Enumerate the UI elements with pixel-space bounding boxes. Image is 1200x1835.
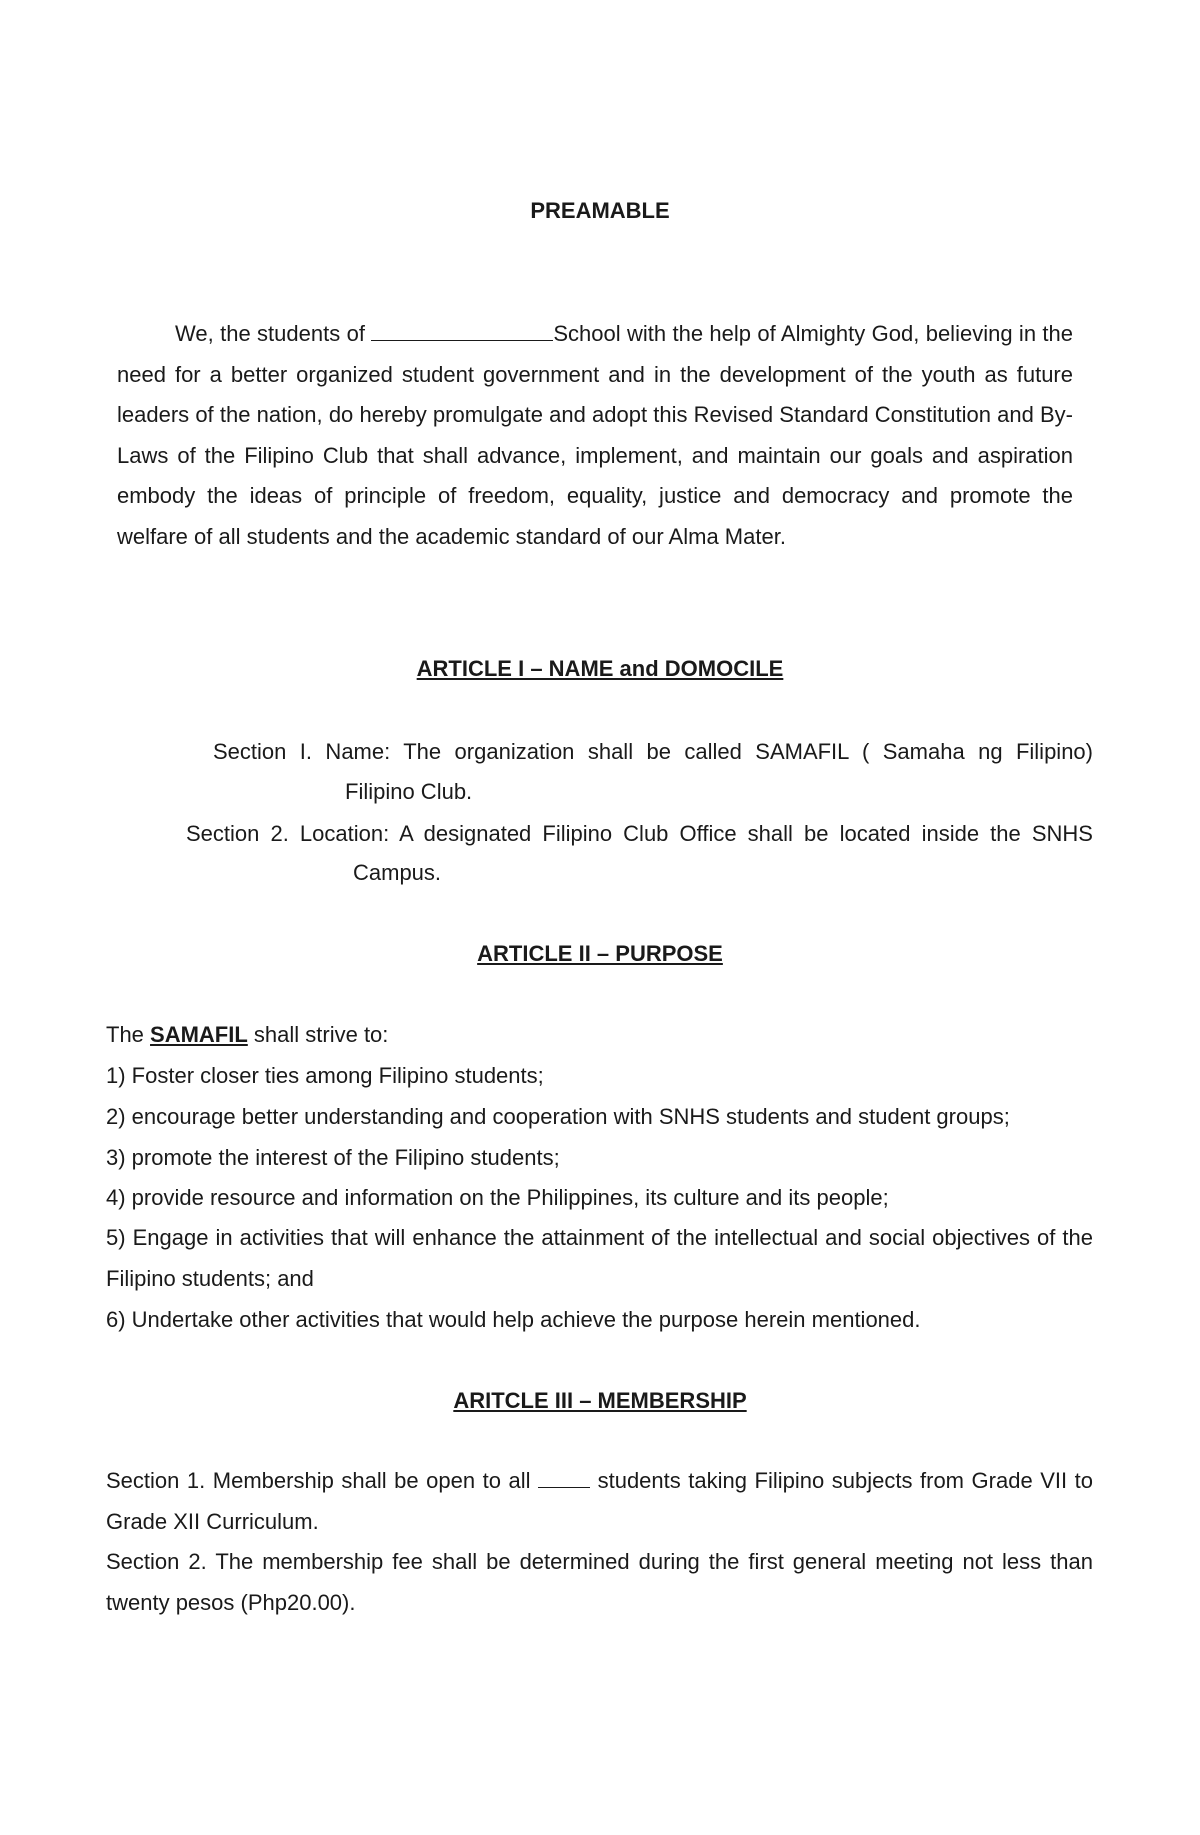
preamble-title: PREAMABLE (530, 198, 670, 223)
article1-section2-line2: Campus. (353, 860, 442, 885)
article2-intro: The SAMAFIL shall strive to: (106, 1022, 389, 1047)
article1-section2-line1: Section 2. Location: A designated Filipino Club Office shall be located inside the SNHS (186, 821, 1093, 846)
article1-section1-line1: Section I. Name: The organization shall be called SAMAFIL ( Samaha ng Filipino) (213, 739, 1093, 764)
samafil-emphasis: SAMAFIL (150, 1022, 248, 1047)
preamble-paragraph (117, 314, 1073, 557)
article2-title: ARTICLE II – PURPOSE (477, 941, 723, 966)
school-type-blank (538, 1467, 590, 1488)
article3-title: ARITCLE III – MEMBERSHIP (453, 1388, 747, 1413)
purpose-item: 6) Undertake other activities that would help achieve the purpose herein mentioned. (106, 1307, 921, 1332)
preamble-text-start: We, the students of (175, 321, 372, 346)
purpose-item: 1) Foster closer ties among Filipino students; (106, 1063, 544, 1088)
article3-section1: Section 1. Membership shall be open to all students taking Filipino subjects from Grade VII to Grade XII Curriculum. (106, 1468, 1093, 1534)
purpose-item: 4) provide resource and information on the Philippines, its culture and its people; (106, 1185, 889, 1210)
article1-section1-line2: Filipino Club. (345, 779, 473, 804)
purpose-item: 2) encourage better understanding and cooperation with SNHS students and student groups; (106, 1104, 1010, 1129)
purpose-item: 3) promote the interest of the Filipino students; (106, 1145, 560, 1170)
preamble-text-rest: School with the help of Almighty God, believing in the need for a better organized student government and in the development of the youth as future leaders of the nation, do hereby promulgate and adopt this Revised Standard Constitution and By- Laws of the Filipino Club that shall advance, implement, and maintain our goals and aspiration embody the ideas of principle of freedom, equality, justice and democracy and promote the welfare of all students and the academic standard of our Alma Mater. (117, 321, 1074, 549)
purpose-item: 5) Engage in activities that will enhance the attainment of the intellectual and social objectives of the Filipino students; and (106, 1225, 1093, 1291)
school-name-blank (371, 320, 553, 341)
article3-section2: Section 2. The membership fee shall be determined during the first general meeting not less than twenty pesos (Php20.00). (106, 1549, 1093, 1615)
article1-title: ARTICLE I – NAME and DOMOCILE (416, 656, 784, 681)
